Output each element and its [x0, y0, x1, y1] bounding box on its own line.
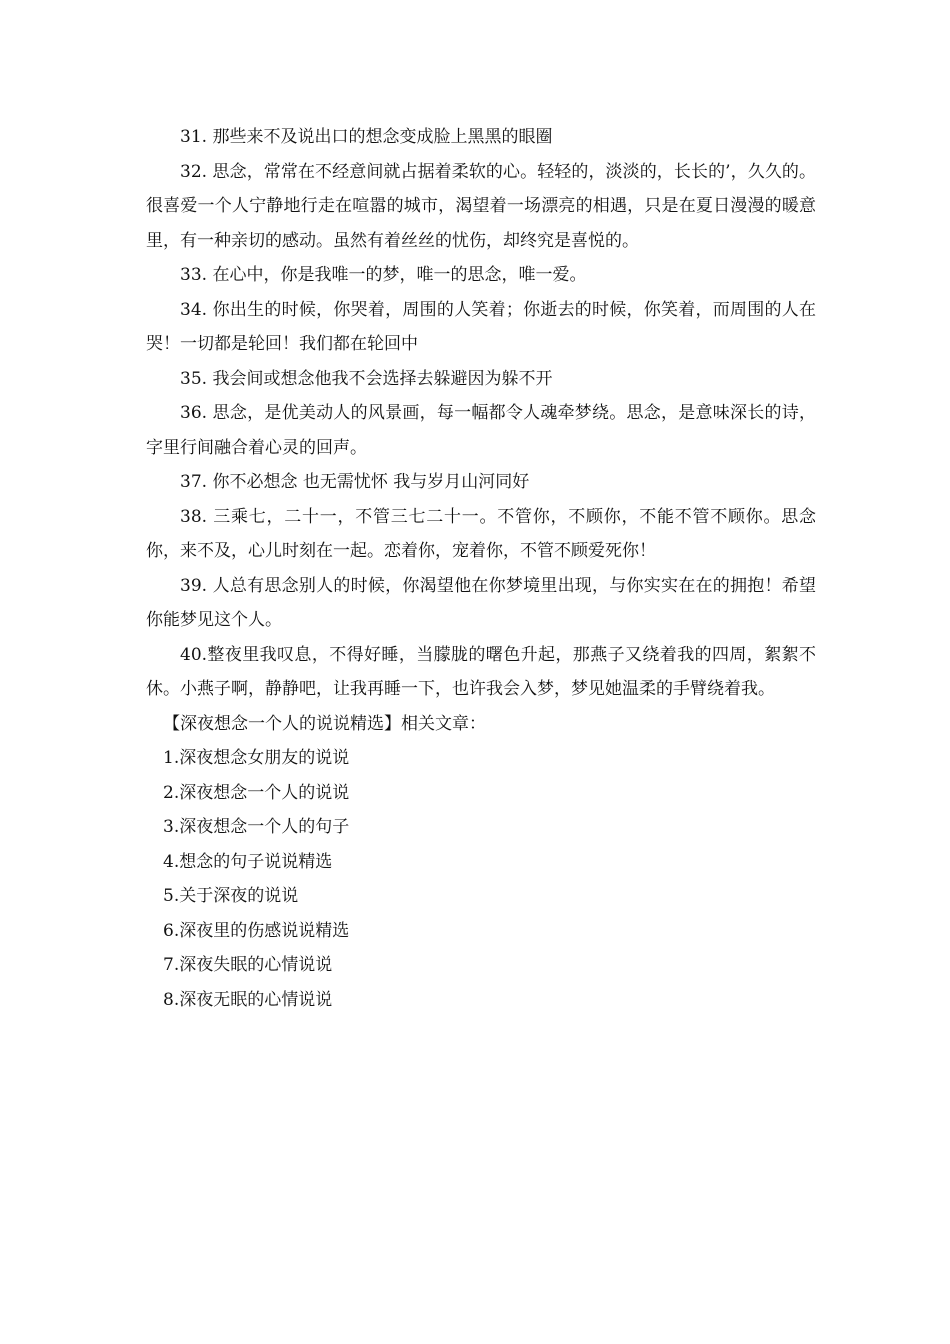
paragraph-35: 35. 我会间或想念他我不会选择去躲避因为躲不开	[180, 368, 553, 389]
document-body	[146, 120, 816, 1017]
related-article-link-4[interactable]: 4.想念的句子说说精选	[163, 851, 333, 872]
related-article-link-5[interactable]: 5.关于深夜的说说	[163, 886, 299, 906]
paragraph-38: 38. 三乘七，二十一，不管三七二十一。不管你，不顾你，不能不管不顾你。思念你，来不及，心儿时刻在一起。恋着你，宠着你，不管不顾爱死你！	[146, 506, 816, 561]
paragraph-40: 40.整夜里我叹息，不得好睡，当朦胧的曙色升起，那燕子又绕着我的四周，絮絮不休。小燕子啊，静静吧，让我再睡一下，也许我会入梦，梦见她温柔的手臂绕着我。	[146, 644, 816, 699]
paragraph-32: 32. 思念，常常在不经意间就占据着柔软的心。轻轻的，淡淡的，长长的’，久久的。很喜爱一个人宁静地行走在喧嚣的城市，渴望着一场漂亮的相遇，只是在夏日漫漫的暖意里，有一种亲切的感动。虽然有着丝丝的忧伤，却终究是喜悦的。	[146, 161, 816, 251]
paragraph-31: 31. 那些来不及说出口的想念变成脸上黑黑的眼圈	[180, 127, 553, 147]
related-article-link-1[interactable]: 1.深夜想念女朋友的说说	[163, 748, 350, 768]
paragraph-37: 37. 你不必想念 也无需忧怀 我与岁月山河同好	[180, 472, 530, 492]
paragraph-39: 39. 人总有思念别人的时候，你渴望他在你梦境里出现，与你实实在在的拥抱！希望你能梦见这个人。	[146, 575, 816, 630]
related-article-link-6[interactable]: 6.深夜里的伤感说说精选	[163, 920, 350, 941]
related-article-link-3[interactable]: 3.深夜想念一个人的句子	[163, 817, 350, 837]
related-articles-list	[146, 741, 816, 1017]
paragraph-36: 36. 思念，是优美动人的风景画，每一幅都令人魂牵梦绕。思念，是意味深长的诗，字里行间融合着心灵的回声。	[146, 403, 816, 458]
paragraph-34: 34. 你出生的时候，你哭着，周围的人笑着；你逝去的时候，你笑着，而周围的人在哭！一切都是轮回！我们都在轮回中	[146, 299, 816, 354]
related-article-link-7[interactable]: 7.深夜失眠的心情说说	[163, 955, 333, 975]
related-article-link-8[interactable]: 8.深夜无眠的心情说说	[163, 989, 333, 1010]
paragraph-33: 33. 在心中，你是我唯一的梦，唯一的思念，唯一爱。	[180, 265, 587, 285]
related-articles-heading: 【深夜想念一个人的说说精选】相关文章：	[163, 713, 486, 734]
related-article-link-2[interactable]: 2.深夜想念一个人的说说	[163, 782, 350, 803]
